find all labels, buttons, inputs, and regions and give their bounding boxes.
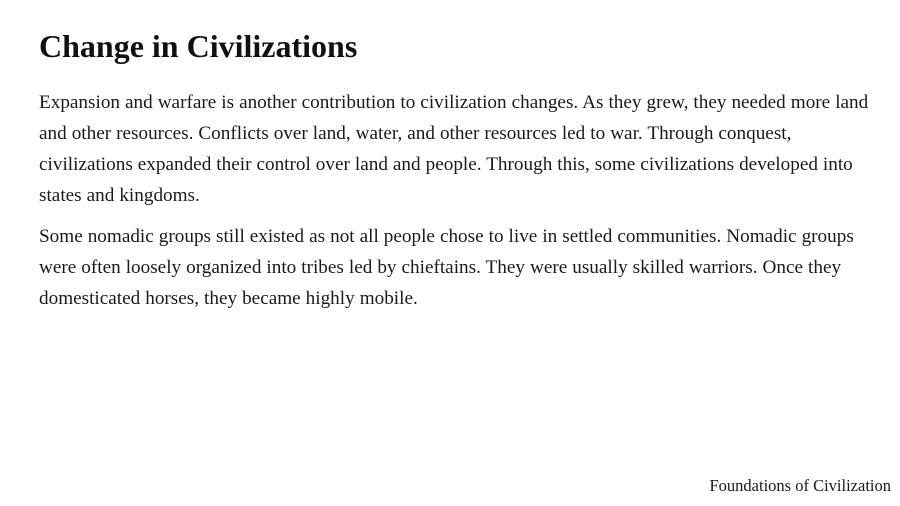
- slide-title: Change in Civilizations: [39, 28, 358, 64]
- slide-footer: Foundations of Civilization: [709, 476, 891, 495]
- paragraph-expansion-warfare: Expansion and warfare is another contribution to civilization changes. As they grew, they needed more land and other resources. Conflicts over land, water, and other resources led to war. Through conquest, civilizations expanded their control over land and people. Through this, some civilizations developed into states and kingdoms.: [39, 92, 869, 206]
- slide-body: [39, 87, 869, 314]
- paragraph-nomadic-groups: Some nomadic groups still existed as not all people chose to live in settled communities. Nomadic groups were often loosely organized into tribes led by chieftains. They were usually skilled warriors. Once they domesticated horses, they became highly mobile.: [39, 226, 854, 309]
